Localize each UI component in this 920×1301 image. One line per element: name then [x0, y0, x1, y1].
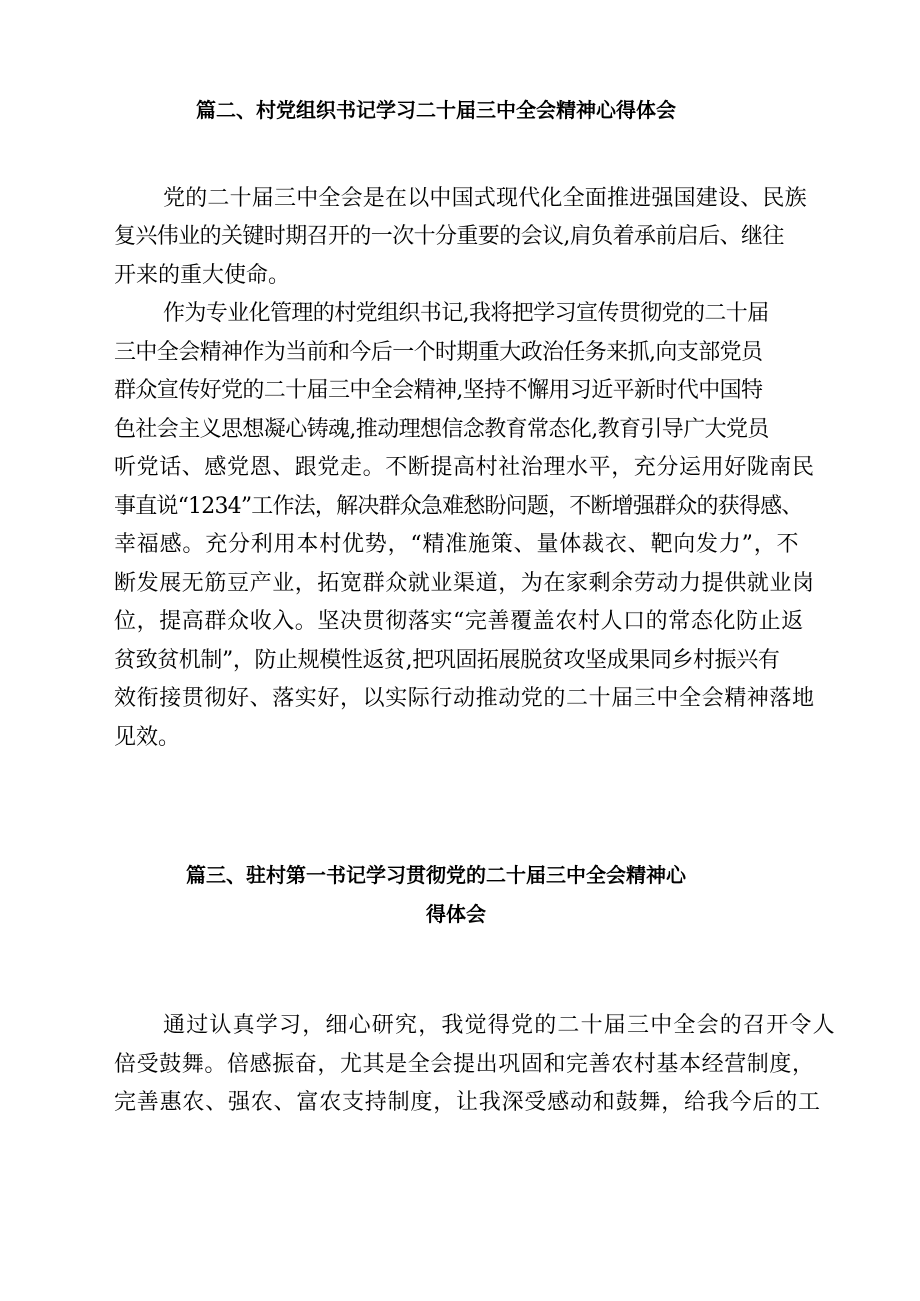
- paragraph-line: 听党话、感党恩、跟党走。不断提高村社治理水平，充分运用好陇南民: [114, 455, 815, 480]
- paragraph-line: 断发展无筋豆产业，拓宽群众就业渠道，为在家剩余劳动力提供就业岗: [114, 571, 815, 596]
- paragraph-line: 完善惠农、强农、富农支持制度，让我深受感动和鼓舞，给我今后的工: [114, 1090, 821, 1115]
- section-3-title-line-2: 得体会: [426, 902, 486, 926]
- paragraph-line: 三中全会精神作为当前和今后一个时期重大政治任务来抓,向支部党员: [114, 340, 763, 365]
- paragraph-line: 复兴伟业的关键时期召开的一次十分重要的会议,肩负着承前启后、继往: [114, 224, 784, 249]
- paragraph-line: 通过认真学习，细心研究，我觉得党的二十届三中全会的召开令人: [163, 1013, 836, 1038]
- paragraph-line: 贫致贫机制”，防止规模性返贫,把巩固拓展脱贫攻坚成果同乡村振兴有: [114, 648, 780, 673]
- paragraph-line: 开来的重大使命。: [114, 263, 291, 288]
- paragraph-line: 党的二十届三中全会是在以中国式现代化全面推进强国建设、民族: [163, 186, 807, 211]
- paragraph-line: 作为专业化管理的村党组织书记,我将把学习宣传贯彻党的二十届: [163, 301, 769, 326]
- paragraph-line: 见效。: [114, 725, 181, 750]
- paragraph-line: 幸福感。充分利用本村优势，“精准施策、量体裁衣、靶向发力”，不: [114, 532, 800, 557]
- section-3-title-line-1: 篇三、驻村第一书记学习贯彻党的二十届三中全会精神心: [186, 863, 686, 887]
- paragraph-line: 效衔接贯彻好、落实好，以实际行动推动党的二十届三中全会精神落地: [114, 686, 815, 711]
- section-2-title: 篇二、村党组织书记学习二十届三中全会精神心得体会: [196, 98, 676, 122]
- paragraph-line: 群众宣传好党的二十届三中全会精神,坚持不懈用习近平新时代中国特: [114, 378, 763, 403]
- paragraph-line: 位，提高群众收入。坚决贯彻落实“完善覆盖农村人口的常态化防止返: [114, 609, 804, 634]
- paragraph-line: 事直说“1234”工作法，解决群众急难愁盼问题，不断增强群众的获得感、: [114, 494, 803, 519]
- paragraph-line: 倍受鼓舞。倍感振奋，尤其是全会提出巩固和完善农村基本经营制度，: [114, 1052, 815, 1077]
- paragraph-line: 色社会主义思想凝心铸魂,推动理想信念教育常态化,教育引导广大党员: [114, 417, 769, 442]
